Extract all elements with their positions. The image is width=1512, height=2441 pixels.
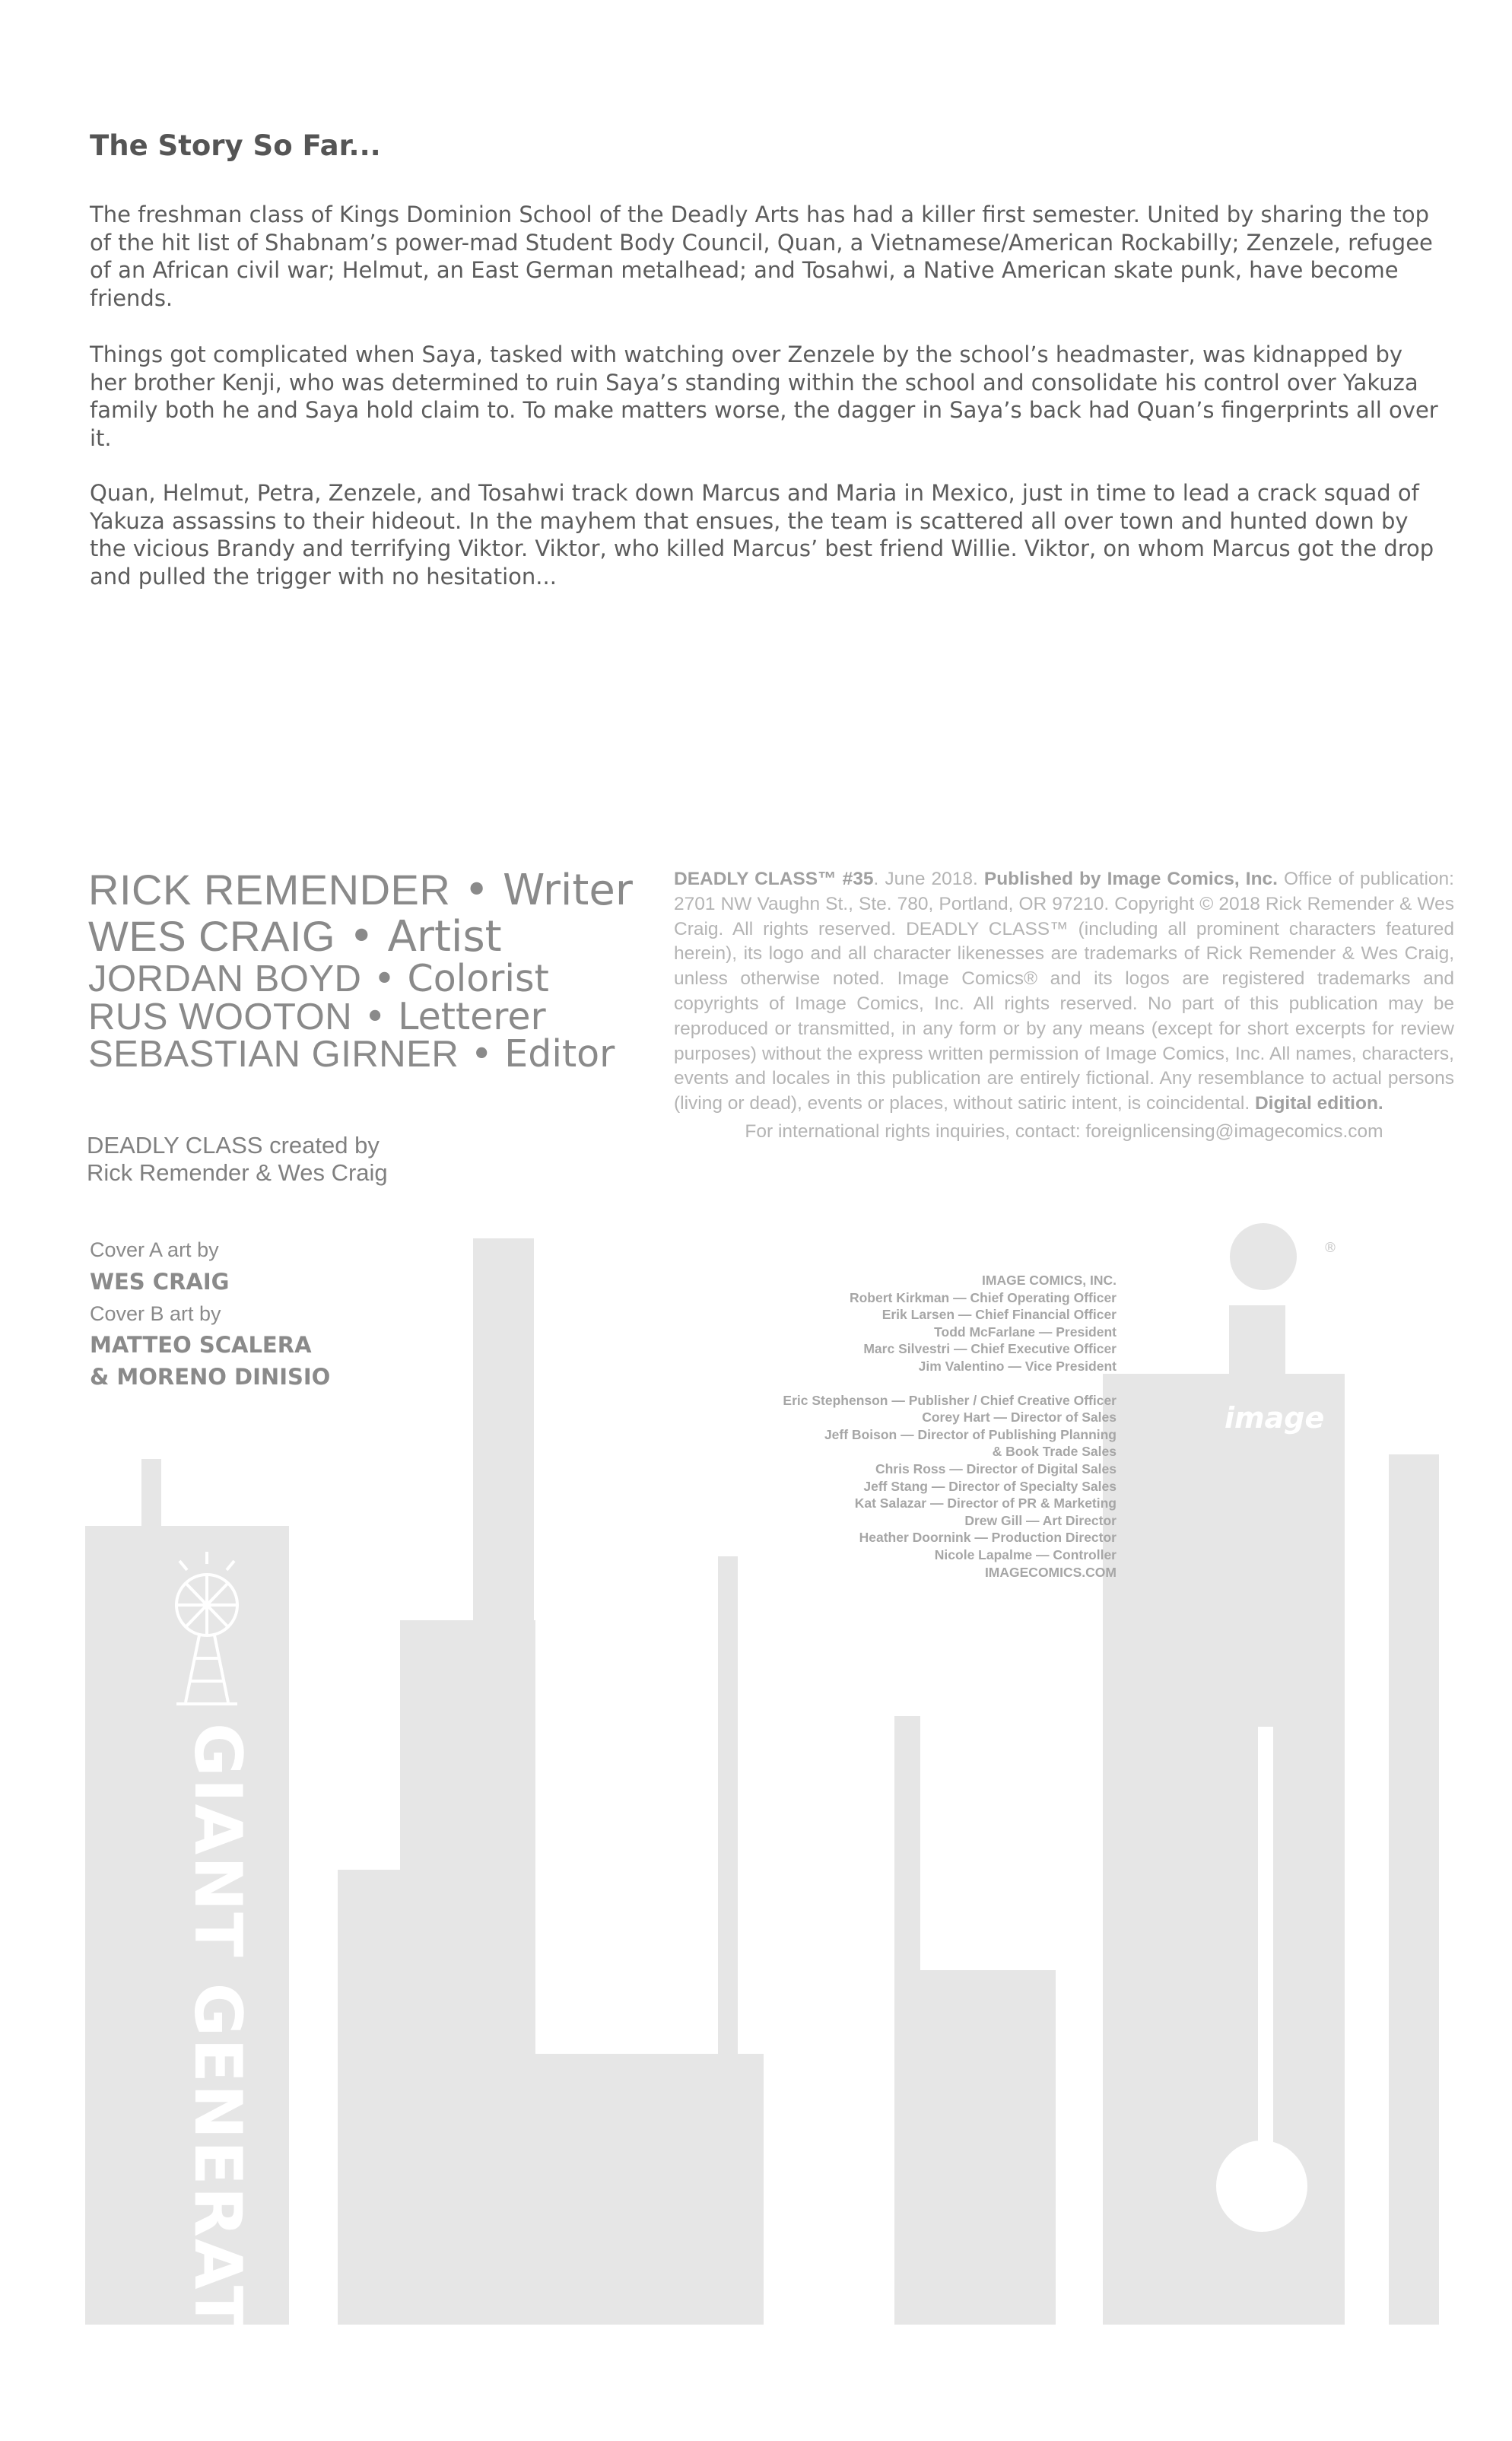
- legal-notice: [674, 867, 1454, 1117]
- credit-letterer: [88, 995, 546, 1038]
- credit-writer: [88, 866, 633, 915]
- staff-line: Kat Salazar — Director of PR & Marketing: [854, 1495, 1117, 1511]
- staff-line: Drew Gill — Art Director: [964, 1512, 1117, 1528]
- staff-line: Eric Stephenson — Publisher / Chief Creative Officer: [783, 1392, 1117, 1408]
- credit-colorist: [88, 957, 549, 1000]
- story-paragraph: Quan, Helmut, Petra, Zenzele, and Tosahwi track down Marcus and Maria in Mexico, just in time to lead a crack squad of Yakuza assassins to their hideout. In the mayhem that ensues, the team is scattered all over town and hunted down by the vicious Brandy and terrifying Viktor. Viktor, who killed Marcus’ best friend Willie. Viktor, on whom Marcus got the drop and pulled the trigger with no hesitation...: [90, 480, 1434, 590]
- created-by-line: DEADLY CLASS created by: [87, 1132, 380, 1159]
- cover-a-label: Cover A art by: [90, 1238, 219, 1261]
- credit-role: • Artist: [348, 912, 502, 961]
- credit-role: • Editor: [470, 1032, 615, 1076]
- created-by-names: Rick Remender & Wes Craig: [87, 1159, 388, 1186]
- cover-b-artist-2: & MORENO DINISIO: [90, 1364, 331, 1390]
- story-paragraph: The freshman class of Kings Dominion School of the Deadly Arts has had a killer first semester. United by sharing the top of the hit list of Shabnam’s power-mad Student Body Council, Quan, a Vietnamese/American Rockabilly; Zenzele, refugee of an African civil war; Helmut, an East German metalhead; and Tosahwi, a Native American skate punk, have become friends.: [90, 202, 1433, 311]
- staff-line: Robert Kirkman — Chief Operating Officer: [849, 1289, 1117, 1305]
- legal-contact: For international rights inquiries, contact: foreignlicensing@imagecomics.com: [745, 1121, 1383, 1142]
- cover-b-artist: MATTEO SCALERA: [90, 1332, 312, 1358]
- cover-b-label: Cover B art by: [90, 1302, 221, 1325]
- staff-line: IMAGECOMICS.COM: [984, 1564, 1117, 1580]
- staff-line: Erik Larsen — Chief Financial Officer: [881, 1307, 1117, 1323]
- staff-line: Corey Hart — Director of Sales: [922, 1410, 1117, 1426]
- credit-name: JORDAN BOYD: [88, 958, 362, 1000]
- story-title: The Story So Far...: [90, 129, 381, 162]
- credit-role: • Letterer: [364, 995, 546, 1038]
- credit-name: WES CRAIG: [88, 912, 335, 960]
- legal-publisher: Published by Image Comics, Inc.: [983, 869, 1278, 889]
- staff-line: IMAGE COMICS, INC.: [982, 1273, 1117, 1288]
- legal-title: DEADLY CLASS™ #35: [674, 869, 874, 889]
- staff-line: Todd McFarlane — President: [934, 1324, 1117, 1340]
- credit-artist: [88, 912, 502, 961]
- credit-name: RUS WOOTON: [88, 996, 353, 1038]
- staff-line: & Book Trade Sales: [992, 1444, 1117, 1460]
- legal-body: Office of publication: 2701 NW Vaughn St., Ste. 780, Portland, OR 97210. Copyright © 2018 Rick Remender & Wes Craig. All rights reserved. DEADLY CLASS™ (including all prominent characters featured herein), its logo and all character likenesses are trademarks of Rick Remender & Wes Craig, unless otherwise noted. Image Comics® and its logos are registered trademarks and copyrights of Image Comics, Inc. All rights reserved. No part of this publication may be reproduced or transmitted, in any form or by any means (except for short excerpts for review purposes) without the express written permission of Image Comics, Inc. All names, characters, events and locales in this publication are entirely fictional. Any resemblance to actual persons (living or dead), events or places, without satiric intent, is coincidental.: [674, 869, 1454, 1114]
- staff-line: Jeff Boison — Director of Publishing Planning: [824, 1426, 1117, 1442]
- credit-editor: [88, 1032, 615, 1076]
- credit-name: SEBASTIAN GIRNER: [88, 1034, 459, 1075]
- staff-line: Jim Valentino — Vice President: [918, 1358, 1117, 1374]
- credit-name: RICK REMENDER: [88, 866, 451, 914]
- staff-line: Heather Doornink — Production Director: [859, 1530, 1117, 1546]
- registered-mark: ®: [1323, 1240, 1337, 1256]
- staff-list: [783, 1272, 1117, 1581]
- cover-a-artist: WES CRAIG: [90, 1269, 230, 1295]
- credit-role: • Writer: [464, 866, 633, 915]
- image-comics-logo: image: [1225, 1401, 1325, 1435]
- story-paragraph: Things got complicated when Saya, tasked with watching over Zenzele by the school’s headmaster, was kidnapped by her brother Kenji, who was determined to ruin Saya’s standing within the school and consolidate his control over Yakuza family both he and Saya hold claim to. To make matters worse, the dagger in Saya’s back had Quan’s fingerprints all over it.: [90, 342, 1438, 451]
- staff-line: Chris Ross — Director of Digital Sales: [875, 1460, 1117, 1476]
- giant-generator-logo: GIANT GENERATOR: [179, 1723, 256, 2441]
- legal-edition: Digital edition.: [1254, 1093, 1383, 1114]
- staff-line: Jeff Stang — Director of Specialty Sales: [863, 1478, 1117, 1494]
- legal-date: . June 2018.: [873, 869, 984, 889]
- staff-line: Marc Silvestri — Chief Executive Officer: [863, 1341, 1117, 1357]
- staff-line: Nicole Lapalme — Controller: [934, 1546, 1117, 1562]
- credit-role: • Colorist: [373, 957, 549, 1000]
